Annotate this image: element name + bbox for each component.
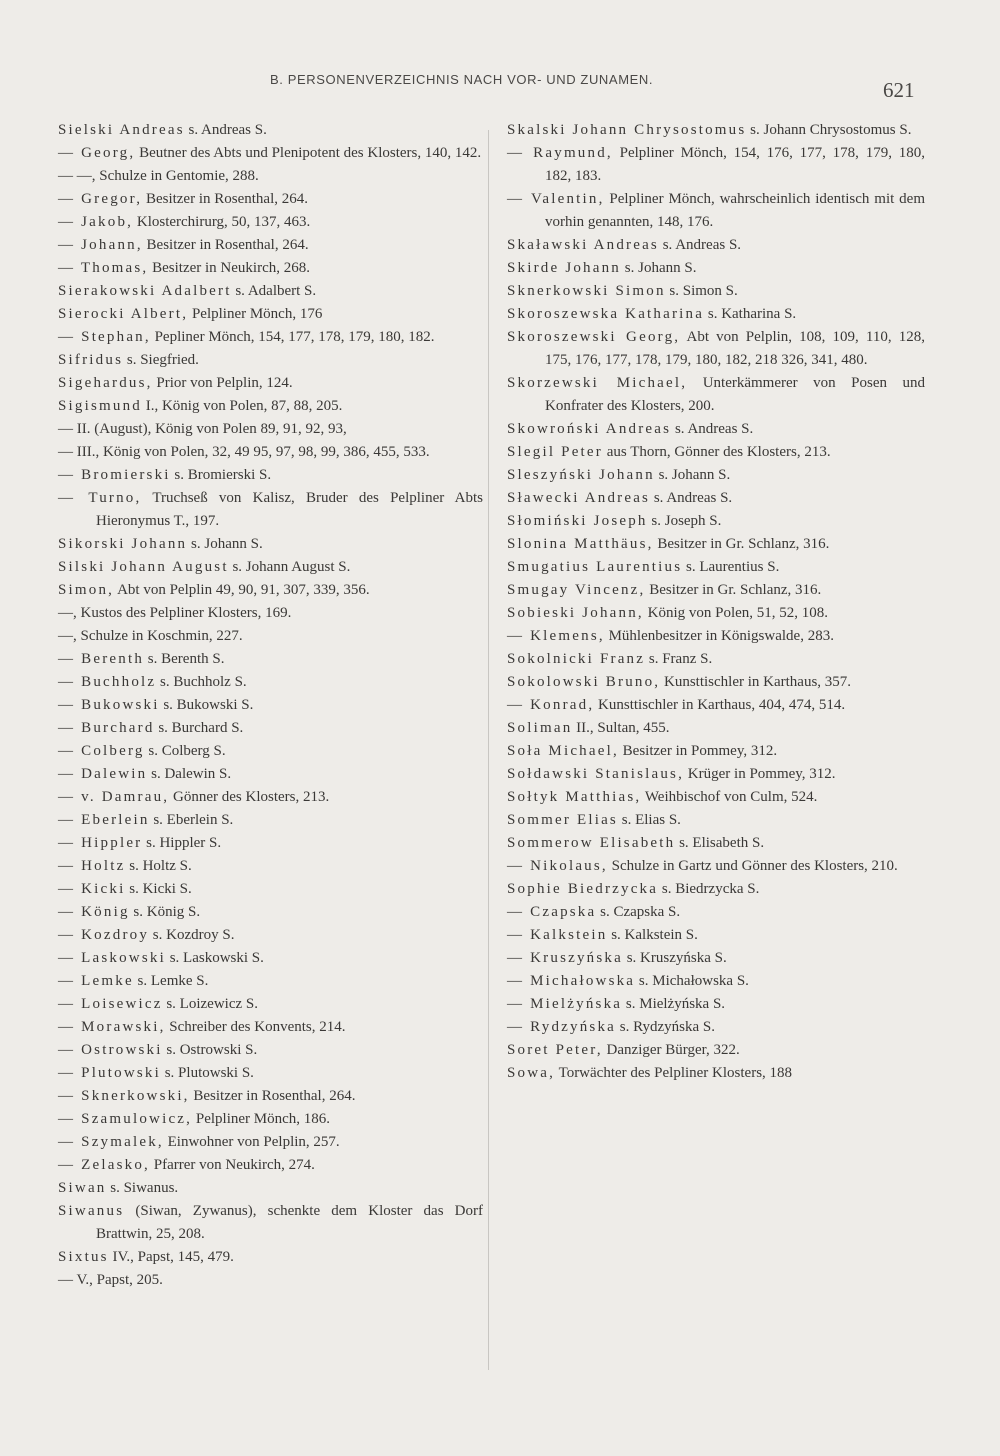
entry-name: Sknerkowski Simon <box>507 283 666 299</box>
entry-text: s. Johann S. <box>187 536 263 552</box>
index-entry <box>507 717 925 740</box>
entry-text: s. Colberg S. <box>144 743 226 759</box>
entry-text: Truchseß von Kalisz, Bruder des Pelpliner Abts Hieronymus T., 197. <box>96 490 483 529</box>
entry-name: Sołdawski Stanislaus, <box>507 766 685 782</box>
entry-text: s. Lemke S. <box>133 973 209 989</box>
entry-name: — Gregor, <box>58 191 143 207</box>
index-entry <box>58 602 483 625</box>
entry-text: s. Bukowski S. <box>159 697 254 713</box>
entry-name: Sixtus <box>58 1249 109 1265</box>
index-entry <box>58 234 483 257</box>
entry-text: Pepliner Mönch, 154, 177, 178, 179, 180, 182. <box>150 329 435 345</box>
right-column <box>507 119 925 1085</box>
entry-text: König von Polen, 51, 52, 108. <box>643 605 829 621</box>
entry-name: Sophie Biedrzycka <box>507 881 659 897</box>
entry-name: Smugatius Laurentius <box>507 559 683 575</box>
entry-text: s. Bromierski S. <box>170 467 272 483</box>
entry-text: s. Buchholz S. <box>156 674 247 690</box>
index-entry <box>507 579 925 602</box>
index-entry <box>58 142 483 165</box>
index-entry <box>507 625 925 648</box>
entry-name: Sommerow Elisabeth <box>507 835 676 851</box>
index-entry <box>507 234 925 257</box>
entry-name: — Lemke <box>58 973 134 989</box>
entry-name: — Bromierski <box>58 467 171 483</box>
index-entry <box>58 1200 483 1246</box>
index-entry <box>58 1062 483 1085</box>
index-entry <box>58 671 483 694</box>
entry-text: s. König S. <box>129 904 201 920</box>
entry-name: — Sknerkowski, <box>58 1088 190 1104</box>
index-entry <box>58 878 483 901</box>
entry-name: Soła Michael, <box>507 743 619 759</box>
index-entry <box>58 280 483 303</box>
entry-text: s. Elisabeth S. <box>675 835 765 851</box>
entry-name: Sowa, <box>507 1065 556 1081</box>
entry-text: Schreiber des Konvents, 214. <box>165 1019 346 1035</box>
entry-text: s. Andreas S. <box>671 421 754 437</box>
entry-text: — II. (August), König von Polen 89, 91, 92, 93, <box>58 421 347 437</box>
index-entry <box>58 533 483 556</box>
entry-text: s. Kalkstein S. <box>607 927 698 943</box>
entry-text: s. Plutowski S. <box>160 1065 254 1081</box>
index-entry <box>58 441 483 464</box>
entry-text: s. Eberlein S. <box>149 812 234 828</box>
index-entry <box>58 763 483 786</box>
index-entry <box>58 188 483 211</box>
entry-name: Sommer Elias <box>507 812 618 828</box>
index-entry <box>58 1177 483 1200</box>
entry-text: Abt von Pelplin 49, 90, 91, 307, 339, 356. <box>114 582 370 598</box>
entry-text: s. Biedrzycka S. <box>658 881 760 897</box>
entry-name: — Laskowski <box>58 950 166 966</box>
entry-name: — Michałowska <box>507 973 636 989</box>
index-entry <box>507 303 925 326</box>
entry-text: s. Ostrowski S. <box>162 1042 258 1058</box>
entry-name: Sigehardus, <box>58 375 153 391</box>
entry-name: — Morawski, <box>58 1019 166 1035</box>
index-entry <box>507 809 925 832</box>
entry-name: — Stephan, <box>58 329 151 345</box>
index-entry <box>58 993 483 1016</box>
index-entry <box>58 395 483 418</box>
index-entry <box>58 924 483 947</box>
index-entry <box>58 418 483 441</box>
entry-name: — Loisewicz <box>58 996 163 1012</box>
index-entry <box>58 786 483 809</box>
entry-name: — Buchholz <box>58 674 157 690</box>
entry-name: Slegil Peter <box>507 444 603 460</box>
entry-text: s. Andreas S. <box>650 490 733 506</box>
index-entry <box>507 1039 925 1062</box>
entry-name: Słomiński Joseph <box>507 513 648 529</box>
index-entry <box>507 970 925 993</box>
index-entry <box>58 625 483 648</box>
entry-text: Danziger Bürger, 322. <box>602 1042 740 1058</box>
index-entry <box>58 464 483 487</box>
entry-text: Mühlenbesitzer in Königswalde, 283. <box>604 628 834 644</box>
entry-name: — Georg, <box>58 145 136 161</box>
entry-name: Slonina Matthäus, <box>507 536 654 552</box>
entry-text: s. Franz S. <box>645 651 713 667</box>
entry-text: — V., Papst, 205. <box>58 1272 163 1288</box>
entry-text: Kunsttischler in Karthaus, 404, 474, 514. <box>594 697 846 713</box>
entry-name: — Plutowski <box>58 1065 161 1081</box>
index-entry <box>58 303 483 326</box>
entry-text: s. Simon S. <box>665 283 738 299</box>
index-entry <box>58 947 483 970</box>
entry-name: — Burchard <box>58 720 155 736</box>
entry-name: — Valentin, <box>507 191 605 207</box>
entry-name: — Kruszyńska <box>507 950 623 966</box>
entry-name: — Zelasko, <box>58 1157 150 1173</box>
entry-text: — —, Schulze in Gentomie, 288. <box>58 168 259 184</box>
index-entry <box>507 326 925 372</box>
index-entry <box>507 441 925 464</box>
entry-text: Krüger in Pommey, 312. <box>684 766 836 782</box>
entry-text: Kunsttischler in Karthaus, 357. <box>660 674 852 690</box>
entry-name: Soret Peter, <box>507 1042 603 1058</box>
entry-text: Torwächter des Pelpliner Klosters, 188 <box>555 1065 793 1081</box>
index-entry <box>507 188 925 234</box>
index-entry <box>507 372 925 418</box>
entry-text: s. Adalbert S. <box>231 283 317 299</box>
entry-name: Skalski Johann Chrysostomus <box>507 122 747 138</box>
entry-name: Skoroszewski Georg, <box>507 329 681 345</box>
entry-name: — Holtz <box>58 858 126 874</box>
index-entry <box>507 832 925 855</box>
entry-text: s. Siwanus. <box>106 1180 179 1196</box>
entry-text: Pelpliner Mönch, wahrscheinlich identisch mit dem vorhin genannten, 148, 176. <box>545 191 925 230</box>
index-entry <box>58 211 483 234</box>
entry-name: Sleszyński Johann <box>507 467 655 483</box>
index-entry <box>58 1039 483 1062</box>
entry-name: — Jakob, <box>58 214 134 230</box>
entry-name: — Johann, <box>58 237 143 253</box>
entry-text: I., König von Polen, 87, 88, 205. <box>141 398 343 414</box>
entry-name: Soliman <box>507 720 573 736</box>
entry-text: Schulze in Gartz und Gönner des Klosters, 210. <box>607 858 898 874</box>
entry-name: — Szymalek, <box>58 1134 164 1150</box>
entry-text: — III., König von Polen, 32, 49 95, 97, 98, 99, 386, 455, 533. <box>58 444 430 460</box>
index-entry <box>507 878 925 901</box>
entry-name: Sławecki Andreas <box>507 490 651 506</box>
entry-text: s. Laurentius S. <box>682 559 780 575</box>
index-entry <box>507 487 925 510</box>
entry-text: s. Dalewin S. <box>147 766 232 782</box>
index-entry <box>58 579 483 602</box>
entry-text: s. Johann Chrysostomus S. <box>746 122 912 138</box>
entry-name: — Rydzyńska <box>507 1019 617 1035</box>
index-entry <box>58 694 483 717</box>
entry-name: — Szamulowicz, <box>58 1111 193 1127</box>
entry-name: — Nikolaus, <box>507 858 608 874</box>
entry-text: s. Elias S. <box>617 812 681 828</box>
entry-name: — Mielżyńska <box>507 996 623 1012</box>
entry-name: Sierocki Albert, <box>58 306 189 322</box>
entry-name: Siwan <box>58 1180 107 1196</box>
column-divider <box>488 130 489 1370</box>
entry-text: s. Johann S. <box>621 260 697 276</box>
index-entry <box>507 740 925 763</box>
entry-text: —, Schulze in Koschmin, 227. <box>58 628 243 644</box>
entry-name: Sołtyk Matthias, <box>507 789 642 805</box>
index-entry <box>58 119 483 142</box>
entry-text: s. Hippler S. <box>142 835 222 851</box>
entry-name: Sokolnicki Franz <box>507 651 646 667</box>
entry-text: s. Joseph S. <box>647 513 722 529</box>
index-entry <box>58 809 483 832</box>
entry-text: Pfarrer von Neukirch, 274. <box>149 1157 315 1173</box>
index-entry <box>507 855 925 878</box>
index-entry <box>58 1108 483 1131</box>
entry-text: Unterkämmerer von Posen und Konfrater des Klosters, 200. <box>545 375 926 414</box>
entry-text: (Siwan, Zywanus), schenkte dem Kloster das Dorf Brattwin, 25, 208. <box>96 1203 483 1242</box>
entry-text: s. Kruszyńska S. <box>622 950 727 966</box>
entry-text: s. Michałowska S. <box>635 973 749 989</box>
index-entry <box>507 901 925 924</box>
index-entry <box>507 257 925 280</box>
index-entry <box>58 1131 483 1154</box>
entry-name: — Czapska <box>507 904 597 920</box>
index-entry <box>58 740 483 763</box>
entry-text: Besitzer in Gr. Schlanz, 316. <box>645 582 822 598</box>
index-entry <box>507 602 925 625</box>
entry-text: Abt von Pelplin, 108, 109, 110, 128, 175, 176, 177, 178, 179, 180, 182, 218 326, 341, 480. <box>545 329 926 368</box>
index-entry <box>58 372 483 395</box>
entry-text: Einwohner von Pelplin, 257. <box>163 1134 340 1150</box>
header-title: B. PERSONENVERZEICHNIS NACH VOR- UND ZUNAMEN. <box>270 72 654 87</box>
entry-text: s. Burchard S. <box>154 720 244 736</box>
entry-text: s. Laskowski S. <box>165 950 264 966</box>
index-entry <box>58 970 483 993</box>
index-entry <box>58 326 483 349</box>
entry-text: —, Kustos des Pelpliner Klosters, 169. <box>58 605 292 621</box>
entry-text: Besitzer in Rosenthal, 264. <box>142 237 309 253</box>
entry-name: Simon, <box>58 582 115 598</box>
entry-name: — v. Damrau, <box>58 789 170 805</box>
entry-text: Gönner des Klosters, 213. <box>169 789 330 805</box>
entry-text: Beutner des Abts und Plenipotent des Klosters, 140, 142. <box>135 145 482 161</box>
index-entry <box>58 1085 483 1108</box>
entry-text: Klosterchirurg, 50, 137, 463. <box>133 214 311 230</box>
index-entry <box>58 1016 483 1039</box>
index-entry <box>507 533 925 556</box>
entry-text: Besitzer in Pommey, 312. <box>618 743 778 759</box>
index-entry <box>58 1269 483 1292</box>
entry-text: s. Katharina S. <box>704 306 797 322</box>
entry-text: s. Mielżyńska S. <box>622 996 726 1012</box>
entry-text: Pelpliner Mönch, 186. <box>192 1111 331 1127</box>
entry-name: Siwanus <box>58 1203 125 1219</box>
entry-name: — Berenth <box>58 651 145 667</box>
index-entry <box>58 648 483 671</box>
index-entry <box>58 556 483 579</box>
entry-text: Pelpliner Mönch, 154, 176, 177, 178, 179, 180, 182, 183. <box>545 145 925 184</box>
index-entry <box>507 786 925 809</box>
entry-text: s. Johann August S. <box>228 559 351 575</box>
entry-text: Besitzer in Rosenthal, 264. <box>189 1088 356 1104</box>
entry-name: Sierakowski Adalbert <box>58 283 232 299</box>
entry-name: Skowroński Andreas <box>507 421 672 437</box>
index-entry <box>58 832 483 855</box>
entry-text: s. Kozdroy S. <box>149 927 235 943</box>
entry-name: — Eberlein <box>58 812 150 828</box>
index-entry <box>58 1246 483 1269</box>
index-entry <box>507 947 925 970</box>
entry-name: Skoroszewska Katharina <box>507 306 705 322</box>
entry-name: Sigismund <box>58 398 142 414</box>
entry-name: Sobieski Johann, <box>507 605 644 621</box>
entry-text: s. Kicki S. <box>125 881 192 897</box>
entry-name: — Kozdroy <box>58 927 150 943</box>
entry-name: Skaławski Andreas <box>507 237 659 253</box>
index-entry <box>507 694 925 717</box>
index-entry <box>507 924 925 947</box>
entry-text: Besitzer in Gr. Schlanz, 316. <box>653 536 830 552</box>
index-entry <box>507 119 925 142</box>
entry-text: s. Berenth S. <box>144 651 225 667</box>
entry-name: Smugay Vincenz, <box>507 582 646 598</box>
index-entry <box>507 993 925 1016</box>
entry-text: Besitzer in Rosenthal, 264. <box>142 191 308 207</box>
entry-text: Prior von Pelplin, 124. <box>152 375 293 391</box>
entry-name: — Klemens, <box>507 628 605 644</box>
index-entry <box>58 717 483 740</box>
index-entry <box>507 510 925 533</box>
entry-name: — Kalkstein <box>507 927 608 943</box>
index-entry <box>507 142 925 188</box>
index-entry <box>507 763 925 786</box>
entry-name: — Dalewin <box>58 766 148 782</box>
index-entry <box>507 280 925 303</box>
entry-name: Skorzewski Michael, <box>507 375 688 391</box>
entry-name: — Kicki <box>58 881 126 897</box>
index-entry <box>507 1016 925 1039</box>
index-entry <box>507 1062 925 1085</box>
entry-text: II., Sultan, 455. <box>572 720 670 736</box>
index-entry <box>58 855 483 878</box>
entry-name: Skirde Johann <box>507 260 622 276</box>
entry-text: s. Czapska S. <box>596 904 681 920</box>
entry-text: s. Siegfried. <box>123 352 199 368</box>
index-entry <box>58 487 483 533</box>
entry-name: — Bukowski <box>58 697 160 713</box>
running-header <box>0 70 1000 100</box>
index-entry <box>58 165 483 188</box>
entry-name: — König <box>58 904 130 920</box>
index-entry <box>507 556 925 579</box>
entry-name: Sokolowski Bruno, <box>507 674 661 690</box>
index-entry <box>507 648 925 671</box>
entry-name: — Ostrowski <box>58 1042 163 1058</box>
entry-text: s. Holtz S. <box>125 858 192 874</box>
index-entry <box>58 1154 483 1177</box>
entry-text: s. Andreas S. <box>658 237 742 253</box>
entry-name: Sikorski Johann <box>58 536 188 552</box>
left-column <box>58 119 483 1292</box>
entry-text: s. Andreas S. <box>184 122 267 138</box>
entry-name: — Thomas, <box>58 260 149 276</box>
entry-name: Sielski Andreas <box>58 122 185 138</box>
entry-text: s. Loizewicz S. <box>162 996 258 1012</box>
index-entry <box>58 901 483 924</box>
entry-text: s. Johann S. <box>654 467 731 483</box>
entry-name: — Raymund, <box>507 145 613 161</box>
entry-name: — Hippler <box>58 835 143 851</box>
entry-name: — Colberg <box>58 743 145 759</box>
entry-text: Weihbischof von Culm, 524. <box>641 789 818 805</box>
entry-text: IV., Papst, 145, 479. <box>108 1249 234 1265</box>
entry-name: Sifridus <box>58 352 124 368</box>
page-number: 621 <box>883 78 915 102</box>
entry-text: Pelpliner Mönch, 176 <box>188 306 323 322</box>
index-entry <box>507 418 925 441</box>
entry-name: — Turno, <box>58 490 142 506</box>
index-entry <box>58 349 483 372</box>
index-entry <box>58 257 483 280</box>
entry-name: Silski Johann August <box>58 559 229 575</box>
index-entry <box>507 464 925 487</box>
index-entry <box>507 671 925 694</box>
entry-text: aus Thorn, Gönner des Klosters, 213. <box>602 444 831 460</box>
entry-name: — Konrad, <box>507 697 595 713</box>
entry-text: Besitzer in Neukirch, 268. <box>148 260 310 276</box>
entry-text: s. Rydzyńska S. <box>616 1019 716 1035</box>
